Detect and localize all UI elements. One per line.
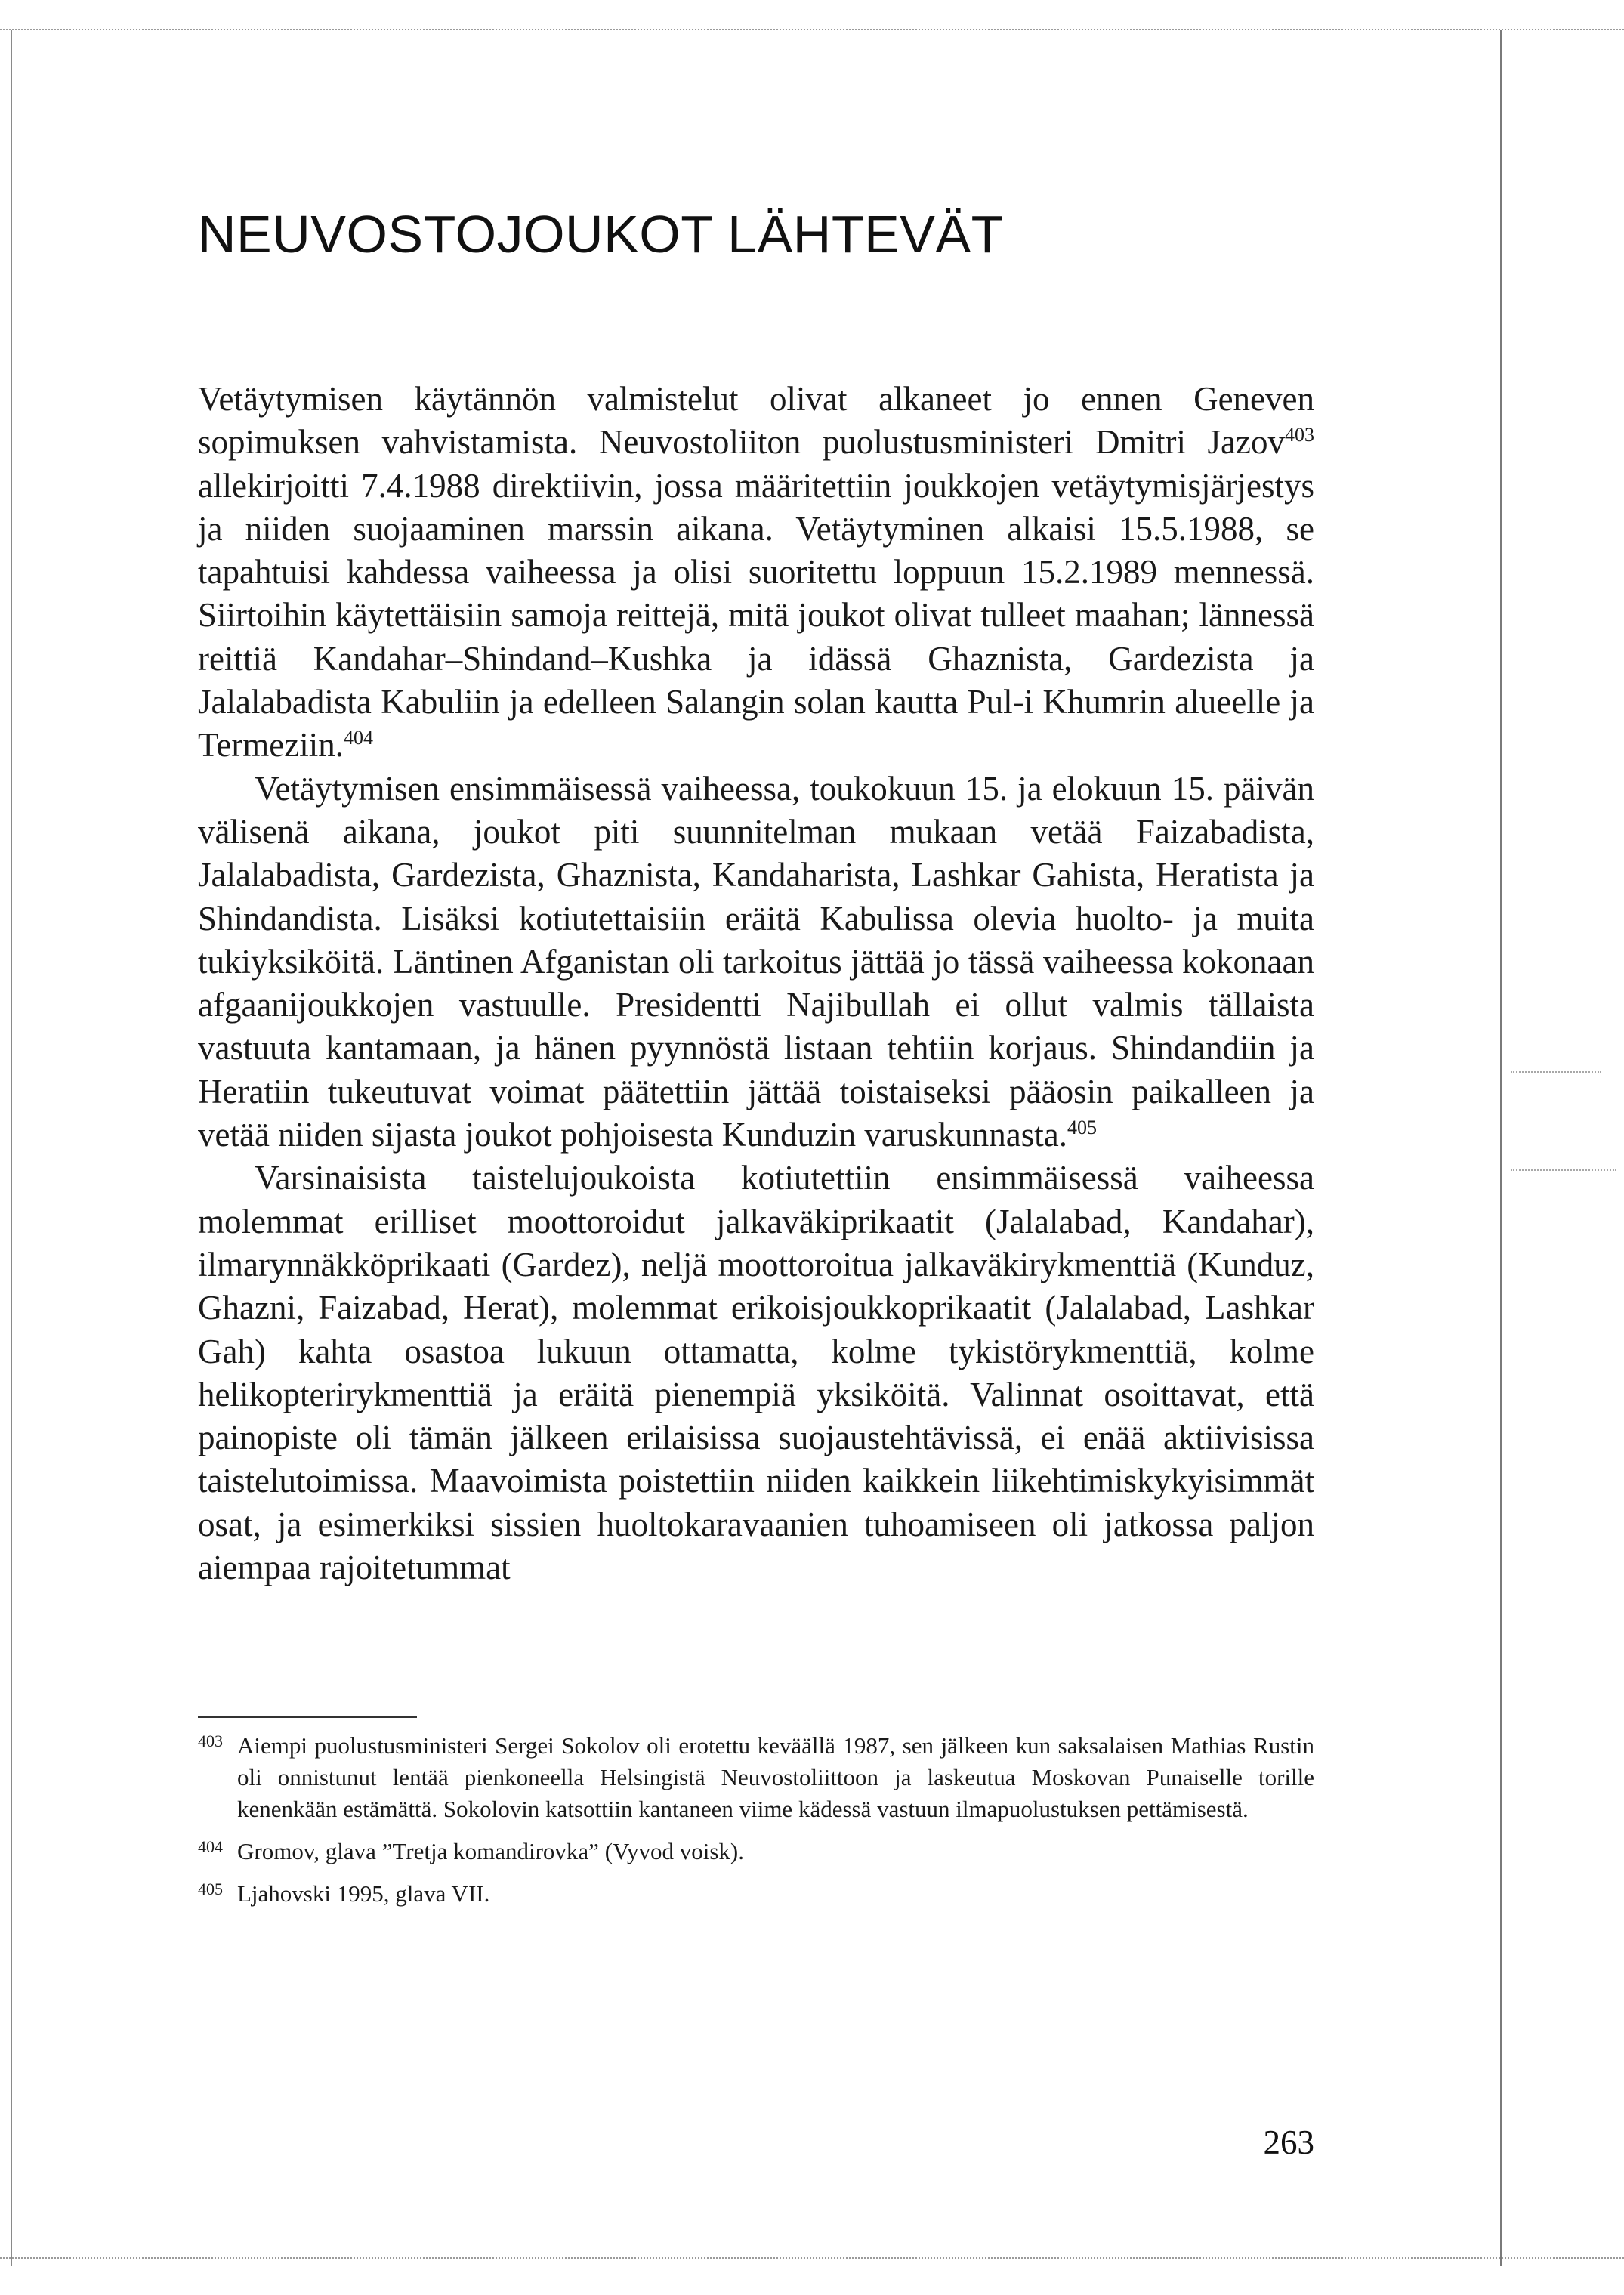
body-text	[198, 378, 1314, 1589]
footnotes	[198, 1730, 1314, 1920]
paragraph	[198, 378, 1314, 768]
footnote-ref[interactable]: 403	[1285, 424, 1314, 446]
footnote-text: Aiempi puolustusministeri Sergei Sokolov oli erotettu keväällä 1987, sen jälkeen kun saksalaisen Mathias Rustin oli onnistunut lentää pienkoneella Helsingistä Neuvostoliittoon ja laskeutua Moskovan Punaiselle torille kenenkään estämättä. Sokolovin katsottiin kantaneen viime kädessä vastuun ilmapuolustuksen pettämisestä.	[237, 1732, 1314, 1822]
footnote-separator	[198, 1716, 417, 1718]
footnote-number: 405	[198, 1880, 223, 1898]
scan-edge-bottom	[0, 2257, 1624, 2259]
scan-edge-left	[11, 30, 12, 2266]
paragraph-text: Vetäytymisen ensimmäisessä vaiheessa, toukokuun 15. ja elokuun 15. päivän välisenä aikana, joukot piti suunnitelman mukaan vetää Faizabadista, Jalalabadista, Gardezista, Ghaznista, Kandaharista, Lashkar Gahista, Heratista ja Shindandista. Lisäksi kotiutettaisiin eräitä Kabulissa olevia huolto- ja muita tukiyksiköitä. Läntinen Afganistan oli tarkoitus jättää jo tässä vaiheessa kokonaan afgaanijoukkojen vastuulle. Presidentti Najibullah ei ollut valmis tällaista vastuuta kantamaan, ja hänen pyynnöstä listaan tehtiin korjaus. Shindandiin ja Heratiin tukeutuvat voimat päätettiin jättää toistaiseksi pääosin paikalleen ja vetää niiden sijasta joukot pohjoisesta Kunduzin varuskunnasta.	[198, 769, 1314, 1154]
paragraph-text: Varsinaisista taistelujoukoista kotiutettiin ensimmäisessä vaiheessa molemmat erilliset moottoroidut jalkaväkiprikaatit (Jalalabad, Kandahar), ilmarynnäkköprikaati (Gardez), neljä moottoroitua jalkaväkirykmenttiä (Kunduz, Ghazni, Faizabad, Herat), molemmat erikoisjoukkoprikaatit (Jalalabad, Lashkar Gah) kahta osastoa lukuun ottamatta, kolme tykistörykmenttiä, kolme helikopterirykmenttiä ja eräitä pienempiä yksiköitä. Valinnat osoittavat, että painopiste oli tämän jälkeen erilaisissa suojaustehtävissä, ei enää aktiivisissa taistelutoimissa. Maavoimista poistettiin niiden kaikkein liikehtimiskykyisimmät osat, ja esimerkiksi sissien huoltokaravaanien tuhoamiseen oli jatkossa paljon aiempaa rajoitetummat	[198, 1159, 1314, 1587]
scan-edge-top	[0, 29, 1624, 30]
footnote-number: 403	[198, 1731, 223, 1750]
paragraph	[198, 1157, 1314, 1589]
footnote-text: Gromov, glava ”Tretja komandirovka” (Vyvod voisk).	[237, 1838, 744, 1864]
footnote	[198, 1836, 1314, 1867]
footnote-number: 404	[198, 1837, 223, 1856]
footnote-ref[interactable]: 405	[1067, 1117, 1098, 1139]
margin-mark	[1511, 1169, 1616, 1171]
paragraph-text: Vetäytymisen käytännön valmistelut olivat alkaneet jo ennen Geneven sopimuksen vahvistamista. Neuvostoliiton puolustusministeri Dmitri Jazov	[198, 380, 1314, 462]
footnote	[198, 1730, 1314, 1825]
margin-mark	[1511, 1071, 1601, 1073]
chapter-title: NEUVOSTOJOUKOT LÄHTEVÄT	[198, 205, 1004, 264]
footnote-ref[interactable]: 404	[344, 727, 374, 749]
paragraph	[198, 768, 1314, 1157]
page-number: 263	[1263, 2124, 1314, 2161]
paragraph-text: allekirjoitti 7.4.1988 direktiivin, jossa määritettiin joukkojen vetäytymisjärjestys ja niiden suojaaminen marssin aikana. Vetäytyminen alkaisi 15.5.1988, se tapahtuisi kahdessa vaiheessa ja olisi suoritettu loppuun 15.2.1989 mennessä. Siirtoihin käytettäisiin samoja reittejä, mitä joukot olivat tulleet maahan; lännessä reittiä Kandahar–Shindand–Kushka ja idässä Ghaznista, Gardezista ja Jalalabadista Kabuliin ja edelleen Salangin solan kautta Pul-i Khumrin alueelle ja Termeziin.	[198, 466, 1314, 764]
scan-edge-right	[1500, 30, 1502, 2266]
footnote-text: Ljahovski 1995, glava VII.	[237, 1880, 490, 1907]
footnote	[198, 1878, 1314, 1910]
